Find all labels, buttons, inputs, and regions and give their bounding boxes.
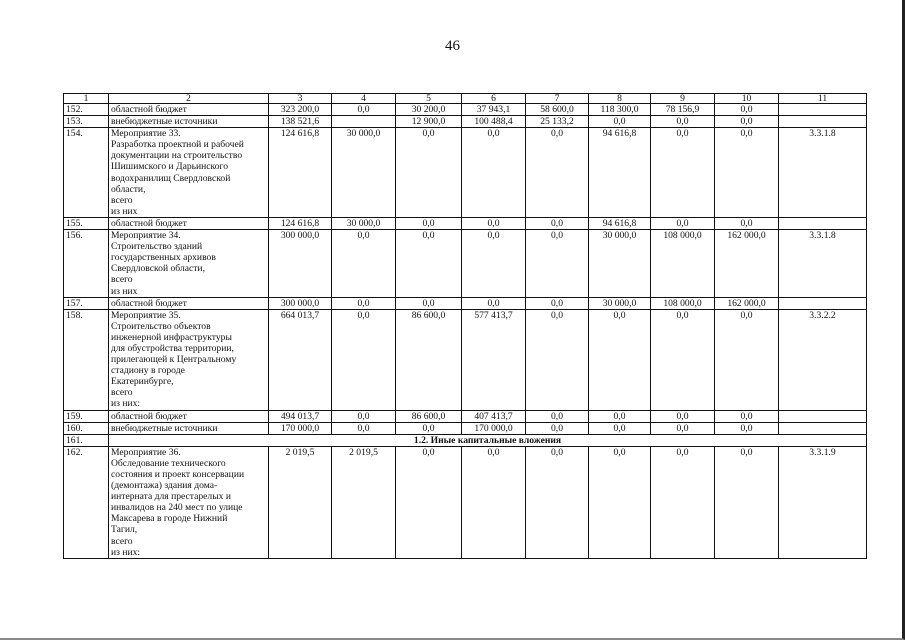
value-cell: 0,0	[589, 410, 651, 422]
value-cell: 3.3.1.8	[779, 128, 867, 218]
value-cell: 3.3.2.2	[779, 309, 867, 410]
row-number: 156.	[64, 230, 109, 298]
value-cell: 0,0	[651, 410, 715, 422]
value-cell: 0,0	[589, 116, 651, 128]
value-cell: 0,0	[715, 116, 779, 128]
value-cell: 100 488,4	[462, 116, 526, 128]
row-number: 158.	[64, 309, 109, 410]
header-cell: 5	[396, 94, 462, 104]
value-cell: 25 133,2	[526, 116, 589, 128]
row-name: Мероприятие 35. Строительство объектов инженерной инфраструктуры для обустройства территории, прилегающей к Центральному стадиону в городе Екатеринбурге, всего из них:	[109, 309, 269, 410]
row-name: Мероприятие 36. Обследование технического состояния и проект консервации (демонтажа) здания дома- интерната для престарелых и инвалидов на 240 мест по улице Максарева в городе Нижний Тагил, всего из них:	[109, 446, 269, 558]
value-cell: 0,0	[589, 422, 651, 434]
value-cell: 664 013,7	[269, 309, 332, 410]
value-cell: 124 616,8	[269, 128, 332, 218]
header-cell: 9	[651, 94, 715, 104]
value-cell: 0,0	[526, 410, 589, 422]
value-cell	[332, 116, 396, 128]
value-cell: 108 000,0	[651, 297, 715, 309]
header-cell: 1	[64, 94, 109, 104]
value-cell: 0,0	[651, 446, 715, 558]
value-cell	[779, 422, 867, 434]
value-cell: 138 521,6	[269, 116, 332, 128]
value-cell: 0,0	[526, 230, 589, 298]
header-cell: 7	[526, 94, 589, 104]
value-cell: 0,0	[651, 217, 715, 229]
header-cell: 2	[109, 94, 269, 104]
value-cell: 94 616,8	[589, 217, 651, 229]
value-cell: 0,0	[715, 410, 779, 422]
row-number: 155.	[64, 217, 109, 229]
value-cell: 170 000,0	[269, 422, 332, 434]
row-name: Мероприятие 34. Строительство зданий государственных архивов Свердловской области, всего из них	[109, 230, 269, 298]
row-name: внебюджетные источники	[109, 116, 269, 128]
table-row	[64, 410, 867, 422]
value-cell: 0,0	[462, 297, 526, 309]
value-cell: 0,0	[462, 230, 526, 298]
value-cell: 0,0	[396, 422, 462, 434]
table-row	[64, 309, 867, 410]
value-cell: 86 600,0	[396, 309, 462, 410]
value-cell: 0,0	[462, 128, 526, 218]
value-cell: 494 013,7	[269, 410, 332, 422]
value-cell: 0,0	[526, 297, 589, 309]
header-cell: 3	[269, 94, 332, 104]
table-row	[64, 422, 867, 434]
value-cell: 118 300,0	[589, 104, 651, 116]
value-cell: 124 616,8	[269, 217, 332, 229]
value-cell	[779, 297, 867, 309]
value-cell: 37 943,1	[462, 104, 526, 116]
value-cell	[779, 104, 867, 116]
row-name: областной бюджет	[109, 104, 269, 116]
page-number: 46	[445, 38, 460, 54]
row-number: 157.	[64, 297, 109, 309]
header-row	[64, 94, 867, 104]
value-cell: 0,0	[526, 309, 589, 410]
value-cell: 0,0	[715, 446, 779, 558]
value-cell: 0,0	[332, 309, 396, 410]
value-cell: 300 000,0	[269, 297, 332, 309]
value-cell: 0,0	[396, 230, 462, 298]
budget-table	[63, 93, 867, 559]
value-cell: 94 616,8	[589, 128, 651, 218]
value-cell: 0,0	[332, 422, 396, 434]
value-cell	[779, 410, 867, 422]
value-cell: 30 000,0	[589, 230, 651, 298]
table-row	[64, 104, 867, 116]
value-cell: 0,0	[715, 309, 779, 410]
header-cell: 8	[589, 94, 651, 104]
value-cell: 12 900,0	[396, 116, 462, 128]
row-name: областной бюджет	[109, 410, 269, 422]
value-cell: 0,0	[715, 422, 779, 434]
value-cell: 0,0	[589, 446, 651, 558]
value-cell: 0,0	[396, 217, 462, 229]
value-cell: 0,0	[332, 104, 396, 116]
value-cell: 577 413,7	[462, 309, 526, 410]
value-cell: 108 000,0	[651, 230, 715, 298]
value-cell	[779, 116, 867, 128]
value-cell: 323 200,0	[269, 104, 332, 116]
value-cell: 0,0	[715, 217, 779, 229]
value-cell: 0,0	[332, 230, 396, 298]
value-cell: 170 000,0	[462, 422, 526, 434]
value-cell: 2 019,5	[332, 446, 396, 558]
table-row	[64, 116, 867, 128]
table-row	[64, 446, 867, 558]
value-cell: 58 600,0	[526, 104, 589, 116]
value-cell: 162 000,0	[715, 297, 779, 309]
value-cell: 0,0	[589, 309, 651, 410]
row-number: 153.	[64, 116, 109, 128]
value-cell: 0,0	[526, 422, 589, 434]
value-cell: 2 019,5	[269, 446, 332, 558]
value-cell: 0,0	[396, 446, 462, 558]
value-cell: 30 200,0	[396, 104, 462, 116]
row-name: областной бюджет	[109, 217, 269, 229]
value-cell: 0,0	[396, 128, 462, 218]
row-number: 162.	[64, 446, 109, 558]
table-row	[64, 217, 867, 229]
value-cell: 86 600,0	[396, 410, 462, 422]
value-cell: 3.3.1.9	[779, 446, 867, 558]
value-cell: 0,0	[332, 297, 396, 309]
value-cell: 0,0	[651, 116, 715, 128]
header-cell: 11	[779, 94, 867, 104]
row-number: 161.	[64, 434, 109, 446]
row-number: 154.	[64, 128, 109, 218]
value-cell: 407 413,7	[462, 410, 526, 422]
value-cell: 162 000,0	[715, 230, 779, 298]
header-cell: 4	[332, 94, 396, 104]
value-cell	[779, 217, 867, 229]
value-cell: 0,0	[462, 217, 526, 229]
table-row	[64, 128, 867, 218]
value-cell: 0,0	[332, 410, 396, 422]
value-cell: 3.3.1.8	[779, 230, 867, 298]
table-row	[64, 230, 867, 298]
table-row	[64, 434, 867, 446]
table-row	[64, 297, 867, 309]
section-title: 1.2. Иные капитальные вложения	[109, 434, 867, 446]
row-number: 159.	[64, 410, 109, 422]
value-cell: 30 000,0	[332, 128, 396, 218]
row-number: 160.	[64, 422, 109, 434]
value-cell: 0,0	[651, 309, 715, 410]
value-cell: 0,0	[526, 446, 589, 558]
value-cell: 0,0	[715, 128, 779, 218]
row-name: Мероприятие 33. Разработка проектной и рабочей документации на строительство Шишимского и Дарьинского водохранилищ Свердловской области, всего из них	[109, 128, 269, 218]
value-cell: 30 000,0	[332, 217, 396, 229]
value-cell: 300 000,0	[269, 230, 332, 298]
row-number: 152.	[64, 104, 109, 116]
header-cell: 6	[462, 94, 526, 104]
row-name: внебюджетные источники	[109, 422, 269, 434]
row-name: областной бюджет	[109, 297, 269, 309]
value-cell: 0,0	[526, 128, 589, 218]
value-cell: 0,0	[715, 104, 779, 116]
value-cell: 0,0	[396, 297, 462, 309]
value-cell: 30 000,0	[589, 297, 651, 309]
value-cell: 0,0	[651, 128, 715, 218]
header-cell: 10	[715, 94, 779, 104]
value-cell: 0,0	[462, 446, 526, 558]
value-cell: 0,0	[526, 217, 589, 229]
value-cell: 0,0	[651, 422, 715, 434]
value-cell: 78 156,9	[651, 104, 715, 116]
